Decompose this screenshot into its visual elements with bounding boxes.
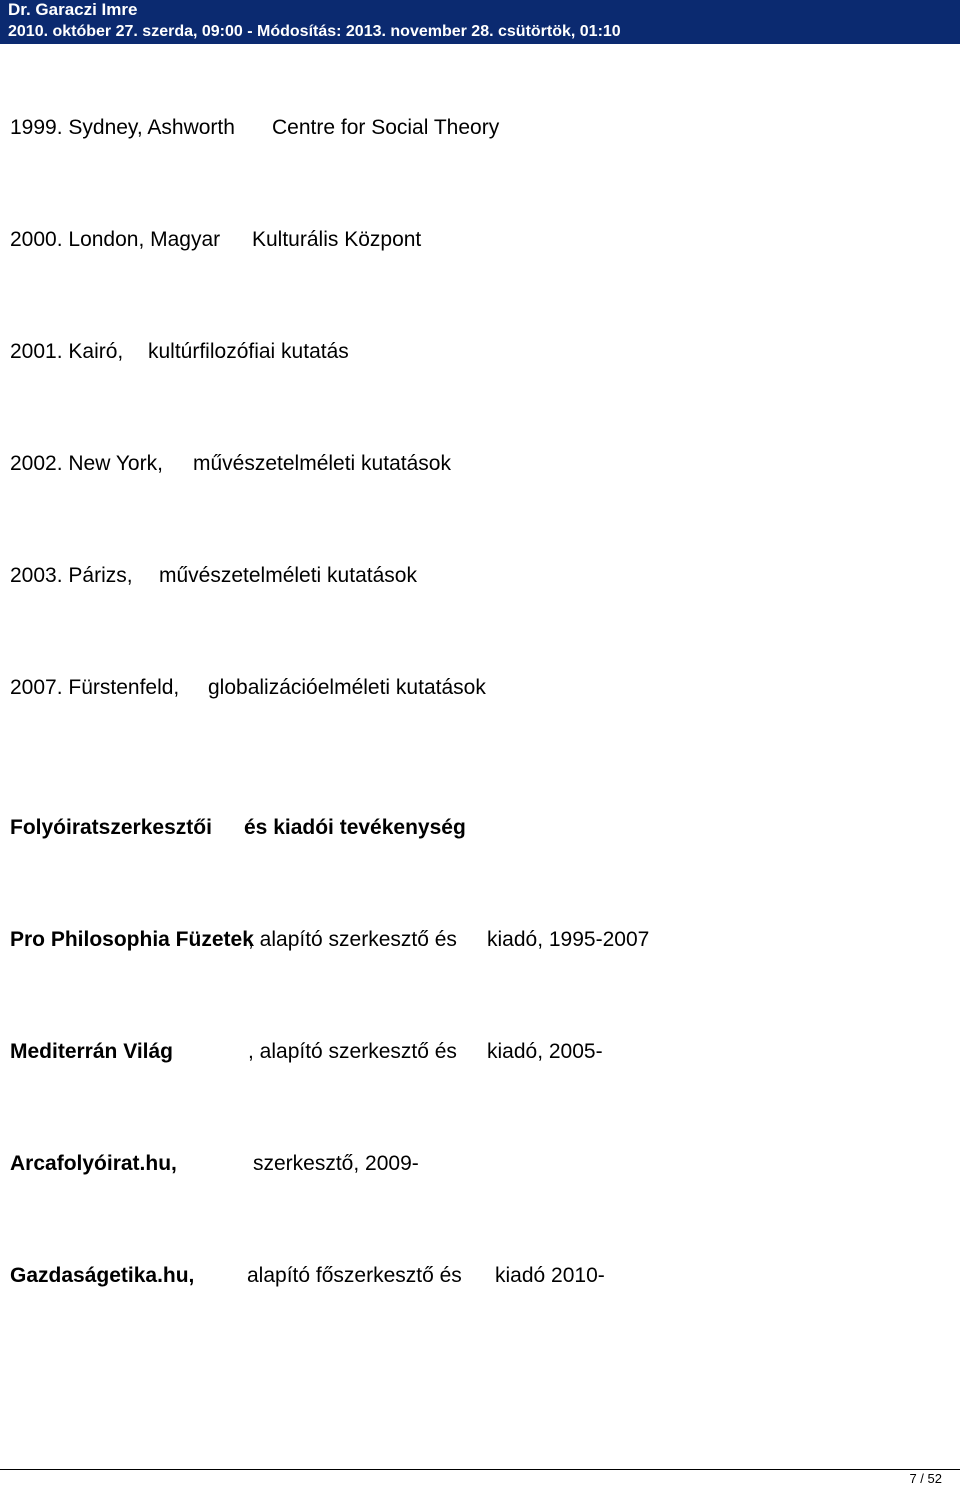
footer-divider bbox=[0, 1469, 960, 1470]
section-heading-part2: és kiadói tevékenység bbox=[244, 816, 466, 839]
author-title: Dr. Garaczi Imre bbox=[8, 0, 138, 19]
journal-role: szerkesztő, 2009- bbox=[253, 1152, 419, 1175]
research-topic: kultúrfilozófiai kutatás bbox=[148, 340, 349, 363]
research-year-place: 2001. Kairó, bbox=[10, 340, 124, 363]
research-year-place: 2007. Fürstenfeld, bbox=[10, 676, 180, 699]
page-number: 7 / 52 bbox=[909, 1471, 942, 1486]
research-topic: Centre for Social Theory bbox=[272, 116, 500, 139]
journal-years: kiadó, 2005- bbox=[487, 1040, 603, 1063]
journal-name: Pro Philosophia Füzetek bbox=[10, 928, 254, 951]
research-year-place: 2002. New York, bbox=[10, 452, 163, 475]
journal-role: alapító főszerkesztő és bbox=[247, 1264, 462, 1287]
journal-role: , alapító szerkesztő és bbox=[248, 1040, 457, 1063]
research-year-place: 1999. Sydney, Ashworth bbox=[10, 116, 235, 139]
journal-role: , alapító szerkesztő és bbox=[248, 928, 457, 951]
research-topic: Kulturális Központ bbox=[252, 228, 422, 251]
research-topic: művészetelméleti kutatások bbox=[193, 452, 451, 475]
journal-years: kiadó, 1995-2007 bbox=[487, 928, 650, 951]
journal-name: Arcafolyóirat.hu, bbox=[10, 1152, 177, 1175]
journal-name: Mediterrán Világ bbox=[10, 1040, 173, 1063]
journal-name: Gazdaságetika.hu, bbox=[10, 1264, 195, 1287]
research-topic: művészetelméleti kutatások bbox=[159, 564, 417, 587]
journal-years: kiadó 2010- bbox=[495, 1264, 605, 1287]
research-year-place: 2003. Párizs, bbox=[10, 564, 133, 587]
article-dates: 2010. október 27. szerda, 09:00 - Módosítás: 2013. november 28. csütörtök, 01:10 bbox=[8, 23, 621, 40]
research-topic: globalizációelméleti kutatások bbox=[208, 676, 486, 699]
section-heading-part1: Folyóiratszerkesztői bbox=[10, 816, 212, 839]
page-header bbox=[0, 0, 960, 44]
research-year-place: 2000. London, Magyar bbox=[10, 228, 221, 251]
